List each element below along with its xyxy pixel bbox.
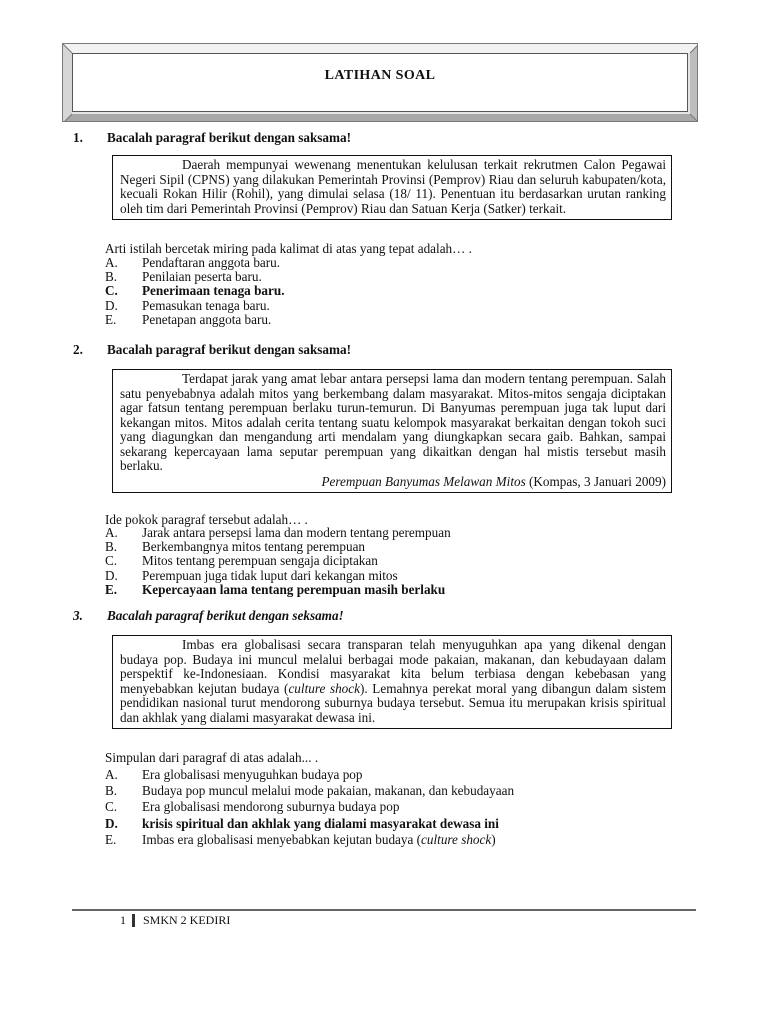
question-2-prompt: Ide pokok paragraf tersebut adalah… . xyxy=(105,512,308,527)
question-2-options xyxy=(105,526,451,597)
question-1-instruction: Bacalah paragraf berikut dengan saksama! xyxy=(107,130,351,145)
option-1d[interactable]: D. Pemasukan tenaga baru. xyxy=(105,297,270,313)
question-1-heading xyxy=(73,131,351,145)
question-2-instruction: Bacalah paragraf berikut dengan saksama! xyxy=(107,342,351,357)
question-2-number: 2. xyxy=(73,342,83,357)
question-2-heading xyxy=(73,343,351,357)
option-3c[interactable]: C. Era globalisasi mendorong suburnya budaya pop xyxy=(105,799,400,815)
option-3b[interactable]: B. Budaya pop muncul melalui mode pakaian, makanan, dan kebudayaan xyxy=(105,783,515,799)
school-name: SMKN 2 KEDIRI xyxy=(143,913,231,927)
option-1c[interactable]: C. Penerimaan tenaga baru. xyxy=(105,283,285,299)
option-1e[interactable]: E. Penetapan anggota baru. xyxy=(105,311,272,327)
option-2e[interactable]: E. Kepercayaan lama tentang perempuan masih berlaku xyxy=(105,581,446,597)
question-3-number: 3. xyxy=(73,608,83,623)
question-1-number: 1. xyxy=(73,130,83,145)
title-frame xyxy=(62,43,698,122)
page-number: 1 xyxy=(120,913,126,927)
question-3-passage xyxy=(112,635,672,729)
option-3d[interactable]: D. krisis spiritual dan akhlak yang dialami masyarakat dewasa ini xyxy=(105,815,499,831)
footer-bar xyxy=(132,914,135,927)
option-1b[interactable]: B. Penilaian peserta baru. xyxy=(105,269,262,285)
question-3-instruction: Bacalah paragraf berikut dengan seksama! xyxy=(107,608,344,623)
question-3-passage-text: Imbas era globalisasi secara transparan telah menyuguhkan apa yang dikenal dengan budaya pop. Budaya ini muncul melalui berbagai mode pakaian, makanan, dan kebudayaan dalam perspektif ke-Indonesiaan. Kondisi masyarakat kita belum terbiasa dengan kebebasan yang menyebabkan kejutan budaya (culture shock). Lemahnya perekat moral yang dibangun dalam sistem pendidikan nasional turut mendorong suburnya budaya tersebut. Semua itu merupakan krisis spiritual dan akhlak yang dialami masyarakat dewasa ini. xyxy=(120,637,667,725)
option-2b[interactable]: B. Berkembangnya mitos tentang perempuan xyxy=(105,539,366,555)
option-2c[interactable]: C. Mitos tentang perempuan sengaja diciptakan xyxy=(105,553,378,569)
question-2-source-title: Perempuan Banyumas Melawan Mitos xyxy=(321,473,526,489)
option-3e[interactable]: E. Imbas era globalisasi menyebabkan kejutan budaya (culture shock) xyxy=(105,831,496,847)
question-2-passage xyxy=(112,369,672,493)
question-1-passage-text: Daerah mempunyai wewenang menentukan kelulusan terkait rekrutmen Calon Pegawai Negeri Sipil (CPNS) yang dilakukan Pemerintah Provinsi (Pemprov) Riau dan seluruh kabupaten/kota, kecuali Rokan Hilir (Rohil), yang dimulai selasa (18/ 11). Penentuan itu berdasarkan urutan ranking oleh tim dari Pemerintah Provinsi (Pemprov) Riau dan Satuan Kerja (Satker) terkait. xyxy=(120,157,666,216)
footer-divider xyxy=(72,909,696,911)
title-inner xyxy=(72,53,688,112)
question-2-source-ref: (Kompas, 3 Januari 2009) xyxy=(525,473,666,489)
question-1-passage xyxy=(112,155,672,220)
page-title: LATIHAN SOAL xyxy=(324,68,436,83)
question-1-options xyxy=(105,256,285,327)
option-3a[interactable]: A. Era globalisasi menyuguhkan budaya pop xyxy=(105,767,363,782)
footer xyxy=(120,913,230,927)
option-1a[interactable]: A. Pendaftaran anggota baru. xyxy=(105,255,281,270)
option-2d[interactable]: D. Perempuan juga tidak luput dari kekangan mitos xyxy=(105,567,398,583)
question-3-prompt: Simpulan dari paragraf di atas adalah... . xyxy=(105,750,319,765)
question-3-heading xyxy=(73,609,344,623)
question-3-options xyxy=(105,768,514,849)
question-1-prompt: Arti istilah bercetak miring pada kalimat di atas yang tepat adalah… . xyxy=(105,241,472,256)
question-2-source xyxy=(120,475,666,490)
question-2-passage-text: Terdapat jarak yang amat lebar antara persepsi lama dan modern tentang perempuan. Salah satu penyebabnya adalah mitos yang berkembang dalam masyarakat. Mitos-mitos sengaja diciptakan agar fatsun tentang perempuan berlaku turun-temurun. Di Banyumas perempuan juga tak luput dari kekangan mitos. Mitos adalah cerita tentang suatu kelompok masyarakat berkaitan dengan tokoh suci yang diagungkan dan mengandung arti mendalam yang diungkapkan secara gaib. Bahkan, sampai sekarang kepercayaan lama seputar perempuan yang dikaitkan dengan hal mistis tersebut masih berlaku. xyxy=(120,371,666,473)
option-2a[interactable]: A. Jarak antara persepsi lama dan modern tentang perempuan xyxy=(105,525,451,540)
